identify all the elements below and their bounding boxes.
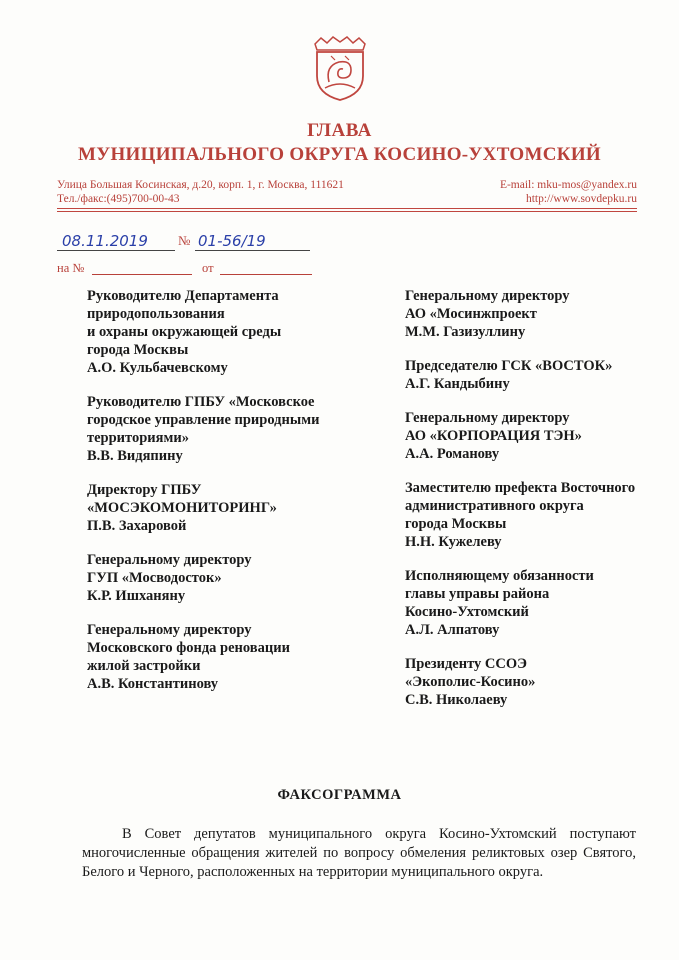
number-underline [195,250,310,251]
handwritten-date: 08.11.2019 [62,232,148,250]
addressee-block [87,287,387,377]
reference-date-label: от [202,261,214,275]
addressee-line: Директору ГПБУ [87,482,202,498]
title-line-1: ГЛАВА [307,120,372,141]
addressee-line: А.В. Константинову [87,676,219,692]
addressee-line: А.Л. Алпатову [405,622,500,638]
addressee-line: Косино-Ухтомский [405,604,529,620]
addressee-line: Н.Н. Кужелеву [405,534,502,550]
addressee-line: Генеральному директору [87,622,252,638]
addressee-line: А.А. Романову [405,446,500,462]
addressee-line: природопользования [87,306,225,322]
addressee-line: города Москвы [87,342,189,358]
addressee-block [405,479,675,551]
addressee-block [87,551,387,605]
addressee-line: АО «Мосинжпроект [405,306,537,322]
addressee-line: жилой застройки [87,658,201,674]
addressee-line: «Экополис-Косино» [405,674,536,690]
addressee-line: Председателю ГСК «ВОСТОК» [405,358,613,374]
addressee-line: К.Р. Ишханяну [87,588,186,604]
body-paragraph: В Совет депутатов муниципального округа Косино-Ухтомский поступают многочисленные обращения жителей по вопросу обмеления реликтовых озер Святого, Белого и Черного, расположенных на территории муниципального округа. [82,826,636,880]
reference-number-line [92,274,192,275]
document-type-title: ФАКСОГРАММА [277,787,402,803]
addressee-line: Генеральному директору [87,552,252,568]
addressee-line: Исполняющему обязанности [405,568,594,584]
date-underline [57,250,175,251]
header-divider-thin [57,211,637,212]
addressee-line: М.М. Газизуллину [405,324,526,340]
addressee-line: Московского фонда реновации [87,640,290,656]
letterhead-title [0,120,679,166]
title-line-2: МУНИЦИПАЛЬНОГО ОКРУГА КОСИНО-УХТОМСКИЙ [78,144,601,165]
contact-address [57,178,344,206]
addressee-line: Заместителю префекта Восточного [405,480,636,496]
addressee-line: городское управление природными [87,412,320,428]
addressee-line: и охраны окружающей среды [87,324,282,340]
addressee-line: Президенту ССОЭ [405,656,527,672]
addressee-line: территориями» [87,430,189,446]
addressee-line: Руководителю Департамента [87,288,279,304]
addressee-block [87,393,387,465]
addressee-line: Руководителю ГПБУ «Московское [87,394,315,410]
addressee-block [405,287,675,341]
addressee-block [87,481,387,535]
addressees-left-column [87,287,387,709]
addressee-line: В.В. Видяпину [87,448,183,464]
addressee-line: С.В. Николаеву [405,692,508,708]
addressee-block [405,409,675,463]
coat-of-arms-icon [311,36,369,102]
addressee-line: административного округа [405,498,584,514]
addressee-line: А.Г. Кандыбину [405,376,510,392]
addressee-block [405,655,675,709]
addressee-line: Генеральному директору [405,288,570,304]
addressee-line: главы управы района [405,586,550,602]
addressee-line: А.О. Кульбачевскому [87,360,228,376]
postal-address: Улица Большая Косинская, д.20, корп. 1, г. Москва, 111621 [57,179,344,191]
handwritten-number: 01-56/19 [198,232,266,250]
addressee-line: «МОСЭКОМОНИТОРИНГ» [87,500,277,516]
number-label: № [178,233,191,248]
header-divider [57,208,637,209]
contact-online [500,178,637,206]
addressee-block [405,567,675,639]
addressees-right-column [405,287,675,725]
addressee-block [87,621,387,693]
reference-number-label: на № [57,261,85,275]
website-link[interactable]: http://www.sovdepku.ru [525,193,637,205]
phone-fax: Тел./факс:(495)700-00-43 [57,193,180,205]
addressee-line: Генеральному директору [405,410,570,426]
addressee-line: города Москвы [405,516,507,532]
addressee-line: П.В. Захаровой [87,518,187,534]
email-address[interactable]: E-mail: mku-mos@yandex.ru [499,179,637,191]
reference-date-line [220,274,312,275]
addressee-line: ГУП «Мосводосток» [87,570,222,586]
addressee-block [405,357,675,393]
addressee-line: АО «КОРПОРАЦИЯ ТЭН» [405,428,582,444]
